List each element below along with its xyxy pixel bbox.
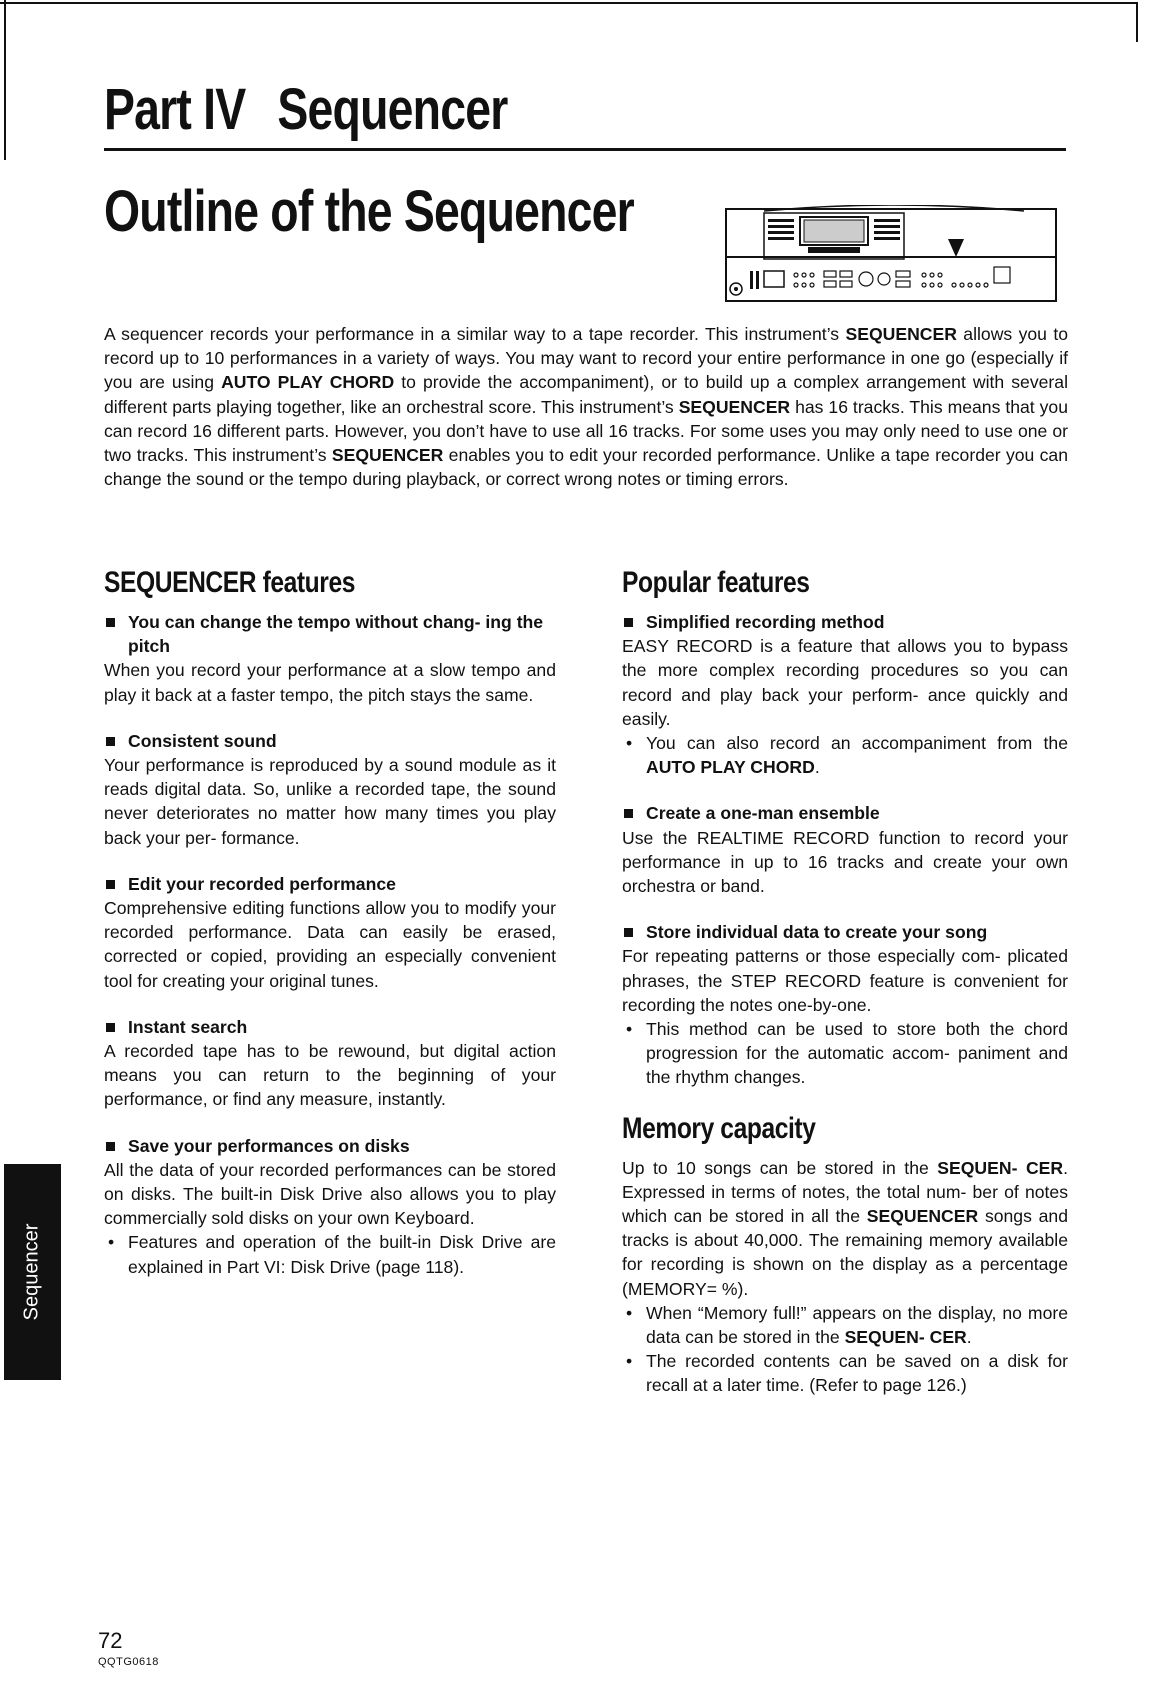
memory-note-text: The recorded contents can be saved on a disk for recall at a later time. (Refer to page 126.) (646, 1351, 1068, 1396)
feature-note (622, 1017, 1068, 1090)
left-column (104, 566, 556, 1301)
memory-note-disk (622, 1349, 1068, 1397)
feature-body: EASY RECORD is a feature that allows you to bypass the more complex recording procedures so you can record and play back your perform- ance quickly and easily. (622, 636, 1068, 729)
memory-capacity-heading: Memory capacity (622, 1111, 816, 1145)
right-border-rule (1136, 2, 1138, 42)
feature-note-text: Features and operation of the built-in Disk Drive are explained in Part VI: Disk Drive (page 118). (128, 1232, 556, 1277)
sequencer-term: SEQUEN- CER (937, 1157, 1064, 1178)
intro-sequencer-term: SEQUENCER (331, 445, 444, 466)
sequencer-features-heading: SEQUENCER features (104, 566, 355, 599)
memory-text: . Expressed in terms of notes, the total num- ber of notes which can be stored in all the (622, 1157, 1068, 1227)
feature-body: For repeating patterns or those especially com- plicated phrases, the STEP RECORD feature is convenient for recording the notes one-by-one. (622, 946, 1068, 1015)
auto-play-chord-term: AUTO PLAY CHORD (646, 757, 815, 778)
intro-sequencer-term: SEQUENCER (845, 324, 957, 344)
feature-body: A recorded tape has to be rewound, but digital action means you can return to the beginning of your performance, or find any measure, instantly. (104, 1041, 556, 1110)
intro-auto-play-chord-term: AUTO PLAY CHORD (221, 372, 395, 393)
feature-title: Store individual data to create your song (646, 922, 988, 943)
feature-edit-performance (104, 872, 556, 993)
feature-body: Use the REALTIME RECORD function to record your performance in up to 16 tracks and create your own orchestra or band. (622, 827, 1068, 897)
dot-bullet-icon: • (626, 1351, 633, 1372)
feature-consistent-sound (104, 729, 556, 850)
intro-text: allows you to record up to 10 performances in a variety of ways. You may want to record your entire performance in one go (especially if you are using (104, 324, 1068, 393)
part-title-rule (104, 148, 1066, 151)
feature-title: Instant search (128, 1016, 248, 1037)
feature-note-text: This method can be used to store both the chord progression for the automatic accom- paniment and the rhythm changes. (646, 1019, 1068, 1088)
feature-tempo-pitch (104, 610, 556, 707)
popular-features-heading: Popular features (622, 566, 810, 599)
square-bullet-icon (624, 618, 633, 627)
square-bullet-icon (106, 880, 115, 889)
intro-sequencer-term: SEQUENCER (678, 396, 791, 417)
intro-text: enables you to edit your recorded performance. Unlike a tape recorder you can change the sound or the tempo during playback, or correct wrong notes or timing errors. (104, 445, 1068, 490)
dot-bullet-icon: • (108, 1232, 115, 1253)
intro-paragraph (104, 322, 1068, 491)
feature-body: When you record your performance at a slow tempo and play it back at a faster tempo, the pitch stays the same. (104, 660, 556, 705)
feature-title: Edit your recorded performance (128, 873, 396, 894)
sequencer-term: SEQUEN- CER (844, 1327, 967, 1348)
side-tab-label: Sequencer (20, 1223, 43, 1321)
dot-bullet-icon: • (626, 1019, 633, 1040)
feature-note (104, 1230, 556, 1278)
feature-title: You can change the tempo without chang- ing the pitch (128, 612, 544, 657)
square-bullet-icon (106, 618, 115, 627)
square-bullet-icon (106, 737, 115, 746)
intro-text: has 16 tracks. This means that you can record 16 different parts. However, you don’t have to use all 16 tracks. For some uses you may only need to use one or two tracks. This instrument’s (104, 396, 1068, 466)
part-title (104, 76, 507, 143)
feature-title: Consistent sound (128, 730, 277, 751)
intro-text: to provide the accompaniment), or to build up a complex arrangement with several different parts playing together, like an orchestral score. This instrument’s (104, 372, 1068, 417)
feature-note (622, 731, 1068, 779)
document-code: QQTG0618 (98, 1656, 159, 1668)
part-name: Sequencer (277, 77, 508, 142)
feature-title: Simplified recording method (646, 612, 885, 632)
memory-body (622, 1156, 1068, 1301)
feature-body: All the data of your recorded performances can be stored on disks. The built-in Disk Drive also allows you to play commercially sold disks on your own Keyboard. (104, 1159, 556, 1229)
feature-one-man-ensemble (622, 801, 1068, 898)
part-label: Part IV (104, 77, 246, 142)
keyboard-panel-illustration (724, 205, 1060, 305)
feature-store-individual-data (622, 920, 1068, 1089)
feature-instant-search (104, 1015, 556, 1112)
square-bullet-icon (624, 928, 633, 937)
feature-body: Your performance is reproduced by a sound module as it reads digital data. So, unlike a recorded tape, the sound never deteriorates no matter how many times you play back your per- formance. (104, 755, 556, 848)
memory-note-text: When “Memory full!” appears on the display, no more data can be stored in the (646, 1302, 1068, 1348)
feature-body: Comprehensive editing functions allow you to modify your recorded performance. Data can easily be erased, corrected or copied, providing an especially convenient tool for creating your original tunes. (104, 898, 556, 991)
dot-bullet-icon: • (626, 733, 633, 754)
square-bullet-icon (106, 1142, 115, 1151)
feature-title: Save your performances on disks (128, 1135, 410, 1156)
square-bullet-icon (624, 809, 633, 818)
feature-title: Create a one-man ensemble (646, 803, 880, 824)
memory-text: Up to 10 songs can be stored in the (622, 1157, 938, 1178)
sequencer-term: SEQUENCER (866, 1206, 979, 1227)
memory-note-full (622, 1301, 1068, 1349)
square-bullet-icon (106, 1023, 115, 1032)
feature-simplified-recording (622, 610, 1068, 779)
section-side-tab (4, 1164, 61, 1380)
page-number: 72 (98, 1628, 123, 1653)
memory-capacity-section (622, 1112, 1068, 1398)
dot-bullet-icon: • (626, 1302, 633, 1323)
feature-save-disks (104, 1134, 556, 1279)
intro-text: A sequencer records your performance in a similar way to a tape recorder. This instrument’s (104, 324, 846, 344)
memory-text: songs and tracks is about 40,000. The remaining memory available for recording is shown on the display as a percentage (MEMORY= %). (622, 1206, 1068, 1299)
feature-note-text: You can also record an accompaniment from the (646, 733, 1068, 754)
right-column (622, 566, 1068, 1398)
left-border-rule (4, 0, 6, 160)
chapter-title: Outline of the Sequencer (104, 179, 634, 244)
top-border-rule (0, 2, 1138, 4)
feature-note-text: . (814, 757, 820, 778)
memory-note-text: . (966, 1327, 972, 1348)
